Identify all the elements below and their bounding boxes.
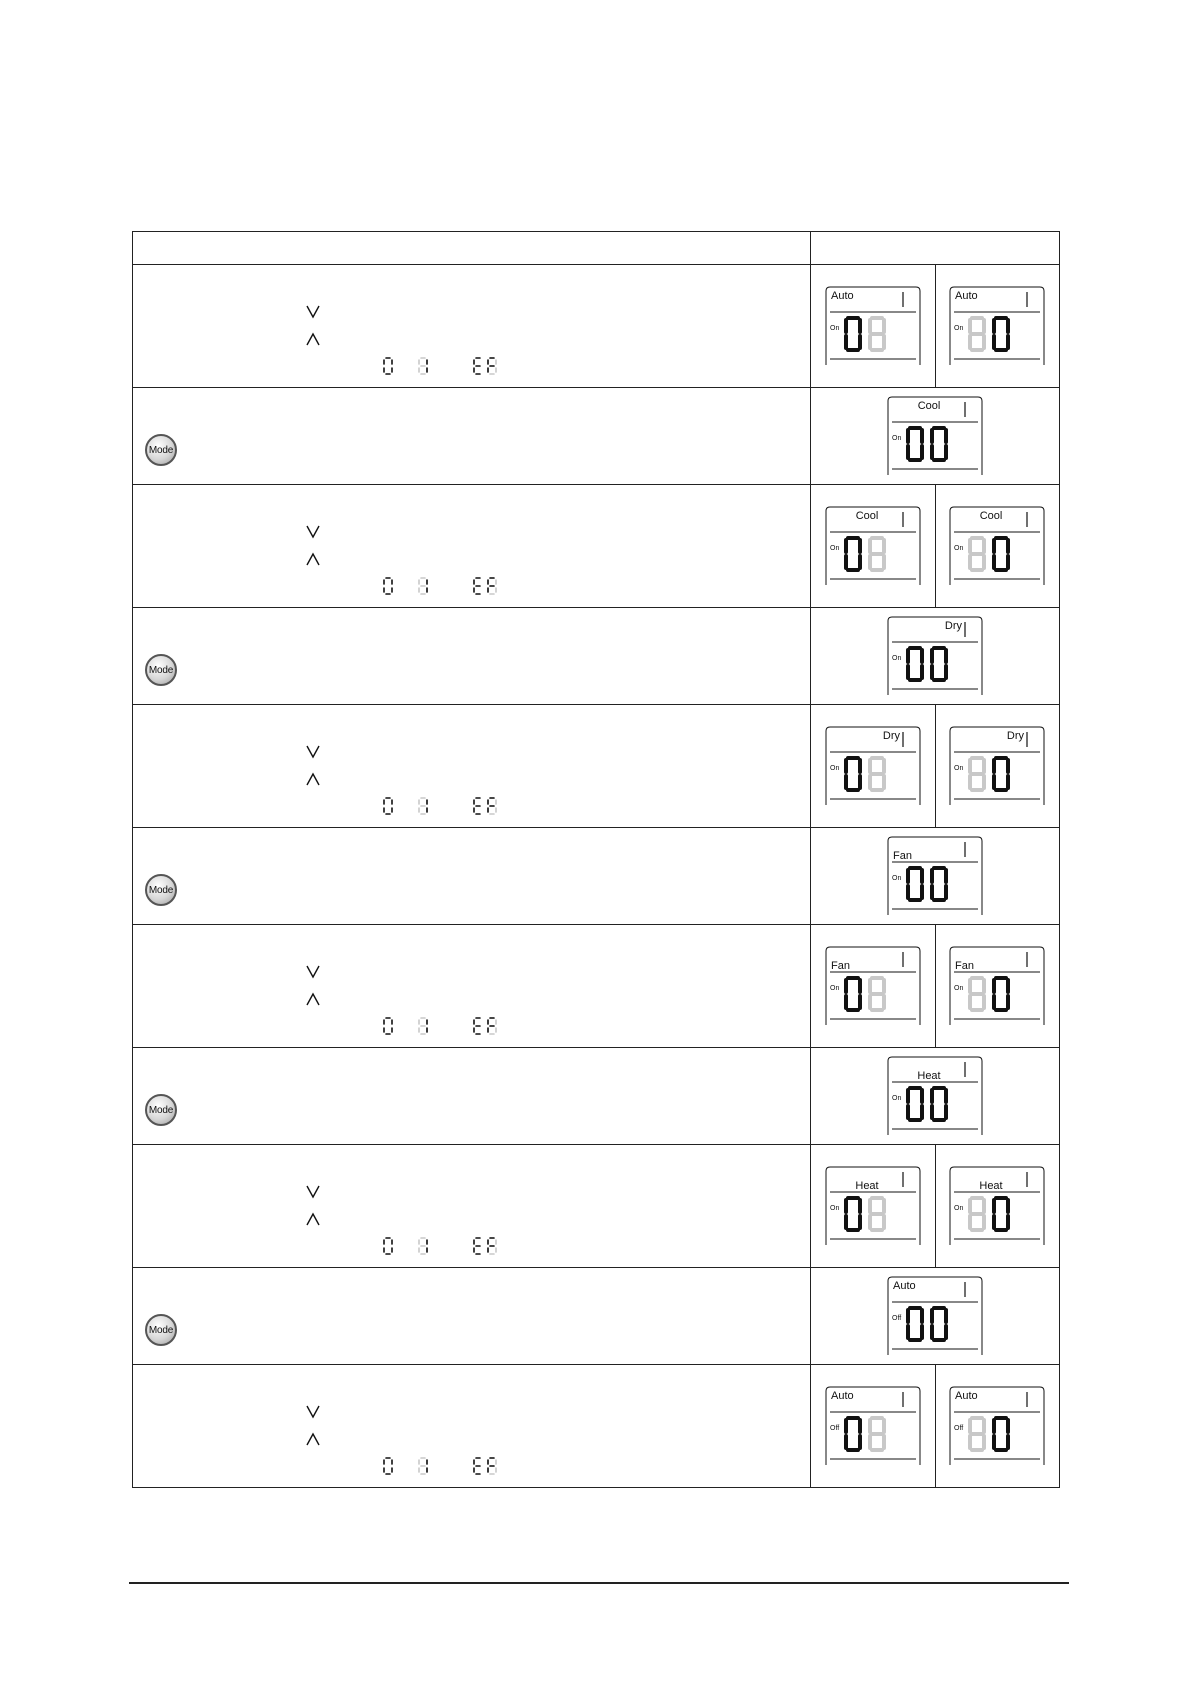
chevron-up-icon	[305, 1211, 321, 1227]
row-display-cell	[811, 1048, 1060, 1145]
mode-button-icon: Mode	[145, 1094, 177, 1126]
lcd-mode-label: Auto	[955, 290, 978, 302]
lcd-mode-label: Dry	[1007, 730, 1025, 742]
chevron-up-icon	[305, 991, 321, 1007]
remote-lcd-display	[886, 835, 984, 917]
row-display-cell	[811, 925, 1060, 1048]
lcd-mode-label: Fan	[955, 960, 975, 972]
mode-row	[133, 608, 1060, 705]
remote-lcd-display	[886, 1275, 984, 1357]
remote-lcd-display	[824, 945, 922, 1027]
mode-row	[133, 1048, 1060, 1145]
display-half	[811, 265, 935, 387]
chevron-up-icon	[305, 1431, 321, 1447]
remote-lcd-display	[886, 395, 984, 477]
step-row	[133, 1145, 1060, 1268]
display-half	[811, 1145, 935, 1267]
display-pair	[811, 705, 1059, 827]
row-description-cell	[133, 265, 811, 388]
row-description-cell	[133, 388, 811, 485]
lcd-state-label: On	[829, 325, 840, 332]
header-display-cell	[811, 232, 1060, 265]
display-half	[811, 925, 935, 1047]
mode-button-icon: Mode	[145, 434, 177, 466]
row-description-cell	[133, 828, 811, 925]
lcd-mode-label: Heat	[855, 1180, 879, 1192]
display-pair	[811, 265, 1059, 387]
display-single	[811, 828, 1059, 924]
lcd-state-label: Off	[829, 1425, 839, 1432]
footer-rule	[129, 1582, 1069, 1584]
lcd-state-label: On	[954, 985, 964, 992]
code-range-glyphs	[380, 576, 500, 598]
row-description-cell	[133, 925, 811, 1048]
lcd-mode-label: Auto	[830, 1390, 854, 1402]
remote-lcd-display	[948, 725, 1046, 807]
mode-row	[133, 1268, 1060, 1365]
row-display-cell	[811, 705, 1060, 828]
lcd-state-label: On	[954, 765, 964, 772]
table-header-row	[133, 232, 1060, 265]
lcd-mode-label: Dry	[882, 730, 900, 742]
chevron-down-icon	[305, 1403, 321, 1419]
mode-button-icon: Mode	[145, 1314, 177, 1346]
remote-lcd-display	[824, 725, 922, 807]
display-half	[935, 1145, 1060, 1267]
lcd-mode-label: Heat	[979, 1180, 1003, 1192]
remote-lcd-display	[948, 285, 1046, 367]
display-pair	[811, 1145, 1059, 1267]
row-display-cell	[811, 265, 1060, 388]
chevron-up-icon	[305, 331, 321, 347]
settings-table	[132, 231, 1060, 1488]
lcd-state-label: On	[829, 985, 840, 992]
remote-lcd-display	[824, 1165, 922, 1247]
row-description-cell	[133, 705, 811, 828]
chevron-up-icon	[305, 551, 321, 567]
lcd-mode-label: Fan	[830, 960, 850, 972]
header-description-cell	[133, 232, 811, 265]
mode-button-icon: Mode	[145, 654, 177, 686]
lcd-mode-label: Fan	[893, 850, 912, 862]
step-row	[133, 1365, 1060, 1488]
lcd-state-label: On	[954, 1205, 964, 1212]
display-single	[811, 1268, 1059, 1364]
display-half	[935, 925, 1060, 1047]
row-display-cell	[811, 1268, 1060, 1365]
chevron-down-icon	[305, 1183, 321, 1199]
display-half	[811, 1365, 935, 1487]
display-half	[935, 265, 1060, 387]
step-row	[133, 925, 1060, 1048]
lcd-mode-label: Auto	[955, 1390, 978, 1402]
remote-lcd-display	[824, 1385, 922, 1467]
row-display-cell	[811, 608, 1060, 705]
lcd-state-label: On	[892, 655, 902, 662]
remote-lcd-display	[824, 505, 922, 587]
remote-lcd-display	[948, 1385, 1046, 1467]
row-description-cell	[133, 608, 811, 705]
lcd-mode-label: Auto	[893, 1280, 916, 1292]
step-row	[133, 705, 1060, 828]
display-half	[935, 705, 1060, 827]
display-half	[811, 705, 935, 827]
remote-lcd-display	[886, 1055, 984, 1137]
step-row	[133, 265, 1060, 388]
code-range-glyphs	[380, 356, 500, 378]
code-range-glyphs	[380, 1236, 500, 1258]
remote-lcd-display	[886, 615, 984, 697]
lcd-state-label: On	[892, 435, 902, 442]
code-range-glyphs	[380, 1016, 500, 1038]
display-single	[811, 608, 1059, 704]
display-pair	[811, 1365, 1059, 1487]
lcd-mode-label: Cool	[855, 510, 879, 522]
row-display-cell	[811, 1145, 1060, 1268]
lcd-state-label: On	[829, 1205, 840, 1212]
code-range-glyphs	[380, 796, 500, 818]
remote-lcd-display	[824, 285, 922, 367]
lcd-state-label: On	[829, 545, 840, 552]
row-display-cell	[811, 1365, 1060, 1488]
mode-button-icon: Mode	[145, 874, 177, 906]
chevron-down-icon	[305, 303, 321, 319]
display-pair	[811, 925, 1059, 1047]
mode-row	[133, 828, 1060, 925]
chevron-up-icon	[305, 771, 321, 787]
chevron-down-icon	[305, 963, 321, 979]
display-pair	[811, 485, 1059, 607]
remote-lcd-display	[948, 505, 1046, 587]
display-half	[935, 485, 1060, 607]
row-display-cell	[811, 485, 1060, 608]
display-half	[811, 485, 935, 607]
lcd-mode-label: Heat	[917, 1070, 941, 1082]
display-single	[811, 388, 1059, 484]
code-range-glyphs	[380, 1456, 500, 1478]
chevron-down-icon	[305, 743, 321, 759]
row-display-cell	[811, 828, 1060, 925]
lcd-mode-label: Cool	[917, 400, 941, 412]
lcd-mode-label: Cool	[979, 510, 1003, 522]
row-description-cell	[133, 1145, 811, 1268]
display-single	[811, 1048, 1059, 1144]
remote-lcd-display	[948, 1165, 1046, 1247]
lcd-state-label: Off	[954, 1425, 964, 1432]
row-description-cell	[133, 485, 811, 608]
row-description-cell	[133, 1268, 811, 1365]
step-row	[133, 485, 1060, 608]
lcd-state-label: Off	[892, 1315, 902, 1322]
lcd-state-label: On	[892, 1095, 902, 1102]
lcd-state-label: On	[954, 545, 964, 552]
row-description-cell	[133, 1048, 811, 1145]
chevron-down-icon	[305, 523, 321, 539]
lcd-mode-label: Auto	[830, 290, 854, 302]
lcd-mode-label: Dry	[944, 620, 962, 632]
display-half	[935, 1365, 1060, 1487]
row-description-cell	[133, 1365, 811, 1488]
lcd-state-label: On	[829, 765, 840, 772]
mode-row	[133, 388, 1060, 485]
lcd-state-label: On	[892, 875, 902, 882]
row-display-cell	[811, 388, 1060, 485]
remote-lcd-display	[948, 945, 1046, 1027]
lcd-state-label: On	[954, 325, 964, 332]
